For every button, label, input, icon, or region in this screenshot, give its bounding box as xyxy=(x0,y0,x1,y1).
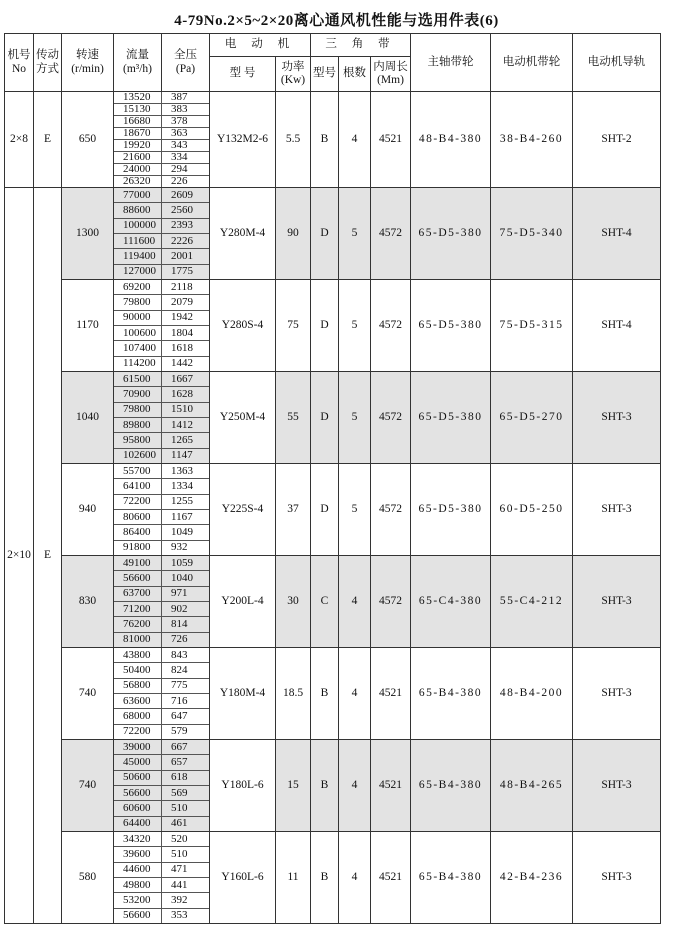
pressure-value: 1942 xyxy=(162,310,210,325)
motor-model-cell: Y180M-4 xyxy=(210,648,276,740)
pressure-value: 1147 xyxy=(162,448,210,463)
flow-pressure-row xyxy=(114,387,209,402)
flow-pressure-row xyxy=(114,92,209,104)
pressure-value: 775 xyxy=(162,678,210,693)
flow-pressure-row xyxy=(114,785,209,800)
pressure-value: 387 xyxy=(162,92,210,104)
pressure-value: 441 xyxy=(162,877,210,892)
pressure-value: 1255 xyxy=(162,494,210,509)
flow-value: 24000 xyxy=(114,164,162,176)
flow-pressure-row xyxy=(114,176,209,188)
flow-pressure-cell xyxy=(114,740,210,832)
flow-pressure-row xyxy=(114,540,209,555)
motor-rail-cell: SHT-3 xyxy=(573,740,661,832)
motor-model-cell: Y250M-4 xyxy=(210,372,276,464)
belt-count-cell: 5 xyxy=(339,464,371,556)
flow-pressure-row xyxy=(114,877,209,892)
motor-model-cell: Y160L-6 xyxy=(210,832,276,924)
col-flow: 流量 (m³/h) xyxy=(114,34,162,92)
flow-value: 56800 xyxy=(114,678,162,693)
flow-pressure-row xyxy=(114,152,209,164)
flow-value: 56600 xyxy=(123,909,151,922)
motor-model-cell: Y200L-4 xyxy=(210,556,276,648)
main-pulley-cell: 65-D5-380 xyxy=(411,188,491,280)
belt-type-cell: D xyxy=(311,280,339,372)
pressure-value: 461 xyxy=(162,816,210,831)
flow-pressure-row xyxy=(114,448,209,463)
speed-cell: 740 xyxy=(62,740,114,832)
flow-value: 88600 xyxy=(114,203,162,218)
power-cell: 90 xyxy=(276,188,311,280)
flow-pressure-row xyxy=(114,601,209,616)
flow-value: 79800 xyxy=(114,402,162,417)
flow-value: 34320 xyxy=(114,832,162,847)
flow-pressure-row xyxy=(114,203,209,218)
pressure-value: 1618 xyxy=(162,341,210,356)
speed-cell: 580 xyxy=(62,832,114,924)
pressure-value: 657 xyxy=(162,755,210,770)
pressure-value: 1775 xyxy=(162,264,210,279)
motor-pulley-cell: 75-D5-340 xyxy=(491,188,573,280)
pressure-value: 569 xyxy=(162,785,210,800)
motor-rail-cell: SHT-4 xyxy=(573,280,661,372)
flow-value: 26320 xyxy=(123,175,151,187)
speed-cell: 940 xyxy=(62,464,114,556)
belt-count-cell: 5 xyxy=(339,372,371,464)
table-row xyxy=(5,556,661,648)
flow-pressure-row xyxy=(114,341,209,356)
flow-pressure-subtable xyxy=(114,280,209,371)
flow-pressure-row xyxy=(114,417,209,432)
flow-value: 119400 xyxy=(114,249,162,264)
pressure-value: 353 xyxy=(162,908,210,923)
flow-pressure-row xyxy=(114,556,209,571)
power-cell: 18.5 xyxy=(276,648,311,740)
flow-value: 50400 xyxy=(114,663,162,678)
flow-pressure-row xyxy=(114,372,209,387)
drive-cell: E xyxy=(34,188,62,924)
flow-value: 55700 xyxy=(114,464,162,479)
speed-cell: 650 xyxy=(62,92,114,188)
pressure-value: 1510 xyxy=(162,402,210,417)
table-row xyxy=(5,280,661,372)
main-pulley-cell: 65-D5-380 xyxy=(411,464,491,556)
flow-value: 19920 xyxy=(114,140,162,152)
belt-type-cell: D xyxy=(311,372,339,464)
belt-count-cell: 4 xyxy=(339,740,371,832)
pressure-value: 843 xyxy=(162,648,210,663)
table-row xyxy=(5,188,661,280)
flow-value: 72200 xyxy=(114,494,162,509)
motor-model-cell: Y280M-4 xyxy=(210,188,276,280)
flow-value: 44600 xyxy=(114,862,162,877)
belt-count-cell: 5 xyxy=(339,280,371,372)
flow-value: 69200 xyxy=(114,280,162,295)
flow-pressure-row xyxy=(114,218,209,233)
motor-model-cell: Y225S-4 xyxy=(210,464,276,556)
flow-pressure-row xyxy=(114,280,209,295)
pressure-value: 520 xyxy=(162,832,210,847)
belt-type-cell: D xyxy=(311,464,339,556)
flow-pressure-subtable xyxy=(114,648,209,739)
flow-value: 18670 xyxy=(114,128,162,140)
flow-pressure-row xyxy=(114,264,209,279)
col-group-motor: 电 动 机 xyxy=(210,34,311,57)
flow-value: 45000 xyxy=(114,755,162,770)
table-row xyxy=(5,464,661,556)
belt-count-cell: 5 xyxy=(339,188,371,280)
col-pressure: 全压 (Pa) xyxy=(162,34,210,92)
motor-rail-cell: SHT-2 xyxy=(573,92,661,188)
flow-pressure-row xyxy=(114,709,209,724)
table-body xyxy=(5,92,661,924)
flow-value: 72200 xyxy=(123,725,151,738)
machine-no-cell: 2×8 xyxy=(5,92,34,188)
col-power: 功率 (Kw) xyxy=(276,57,311,92)
motor-pulley-cell: 55-C4-212 xyxy=(491,556,573,648)
flow-pressure-row xyxy=(114,356,209,371)
belt-length-cell: 4521 xyxy=(371,740,411,832)
power-cell: 37 xyxy=(276,464,311,556)
table-row xyxy=(5,832,661,924)
main-pulley-cell: 65-B4-380 xyxy=(411,740,491,832)
flow-value: 56600 xyxy=(114,785,162,800)
flow-value: 91800 xyxy=(123,541,151,554)
belt-count-cell: 4 xyxy=(339,556,371,648)
selection-table xyxy=(4,33,661,924)
flow-pressure-subtable xyxy=(114,740,209,831)
speed-cell: 1170 xyxy=(62,280,114,372)
pressure-value: 2118 xyxy=(162,280,210,295)
flow-pressure-cell xyxy=(114,464,210,556)
flow-pressure-row xyxy=(114,479,209,494)
pressure-value: 392 xyxy=(162,893,210,908)
flow-pressure-row xyxy=(114,116,209,128)
flow-value: 15130 xyxy=(114,104,162,116)
flow-value: 61500 xyxy=(114,372,162,387)
belt-type-cell: D xyxy=(311,188,339,280)
flow-pressure-row xyxy=(114,494,209,509)
flow-pressure-row xyxy=(114,509,209,524)
flow-pressure-row xyxy=(114,770,209,785)
flow-pressure-row xyxy=(114,893,209,908)
motor-pulley-cell: 48-B4-200 xyxy=(491,648,573,740)
flow-value: 49800 xyxy=(114,877,162,892)
flow-pressure-row xyxy=(114,663,209,678)
main-pulley-cell: 48-B4-380 xyxy=(411,92,491,188)
col-motor-rail: 电动机导轨 xyxy=(573,34,661,92)
belt-length-cell: 4521 xyxy=(371,832,411,924)
flow-pressure-row xyxy=(114,678,209,693)
pressure-value: 824 xyxy=(162,663,210,678)
pressure-value: 1804 xyxy=(162,325,210,340)
pressure-value: 579 xyxy=(162,724,210,739)
flow-pressure-row xyxy=(114,249,209,264)
flow-value: 81000 xyxy=(123,633,151,646)
flow-pressure-row xyxy=(114,724,209,739)
flow-value: 89800 xyxy=(114,417,162,432)
col-drive: 传动 方式 xyxy=(34,34,62,92)
flow-pressure-cell xyxy=(114,280,210,372)
flow-value: 114200 xyxy=(123,357,156,370)
flow-pressure-row xyxy=(114,816,209,831)
pressure-value: 2609 xyxy=(162,188,210,203)
pressure-value: 334 xyxy=(162,152,210,164)
flow-pressure-row xyxy=(114,464,209,479)
motor-rail-cell: SHT-3 xyxy=(573,464,661,556)
belt-type-cell: B xyxy=(311,832,339,924)
pressure-value: 2393 xyxy=(162,218,210,233)
motor-pulley-cell: 75-D5-315 xyxy=(491,280,573,372)
belt-count-cell: 4 xyxy=(339,832,371,924)
flow-value: 49100 xyxy=(114,556,162,571)
pressure-value: 932 xyxy=(162,540,210,555)
flow-value: 68000 xyxy=(114,709,162,724)
flow-pressure-row xyxy=(114,402,209,417)
flow-pressure-subtable xyxy=(114,92,209,187)
flow-pressure-row xyxy=(114,586,209,601)
flow-value: 107400 xyxy=(114,341,162,356)
flow-value: 50600 xyxy=(114,770,162,785)
flow-pressure-row xyxy=(114,325,209,340)
belt-length-cell: 4572 xyxy=(371,280,411,372)
flow-pressure-row xyxy=(114,648,209,663)
pressure-value: 667 xyxy=(162,740,210,755)
belt-type-cell: B xyxy=(311,92,339,188)
main-pulley-cell: 65-D5-380 xyxy=(411,280,491,372)
pressure-value: 2226 xyxy=(162,233,210,248)
flow-value: 77000 xyxy=(114,188,162,203)
pressure-value: 1667 xyxy=(162,372,210,387)
pressure-value: 647 xyxy=(162,709,210,724)
power-cell: 11 xyxy=(276,832,311,924)
header-row-1 xyxy=(5,34,661,57)
belt-count-cell: 4 xyxy=(339,92,371,188)
main-pulley-cell: 65-B4-380 xyxy=(411,832,491,924)
flow-pressure-row xyxy=(114,188,209,203)
col-belt-count: 根数 xyxy=(339,57,371,92)
flow-pressure-row xyxy=(114,632,209,647)
pressure-value: 1363 xyxy=(162,464,210,479)
flow-value: 76200 xyxy=(114,617,162,632)
flow-pressure-cell xyxy=(114,648,210,740)
col-group-belt: 三 角 带 xyxy=(311,34,411,57)
motor-rail-cell: SHT-4 xyxy=(573,188,661,280)
pressure-value: 971 xyxy=(162,586,210,601)
flow-value: 95800 xyxy=(114,433,162,448)
col-main-pulley: 主轴带轮 xyxy=(411,34,491,92)
table-row xyxy=(5,372,661,464)
pressure-value: 1049 xyxy=(162,525,210,540)
flow-pressure-row xyxy=(114,617,209,632)
flow-value: 100600 xyxy=(114,325,162,340)
flow-pressure-row xyxy=(114,164,209,176)
flow-value: 53200 xyxy=(114,893,162,908)
flow-pressure-row xyxy=(114,908,209,923)
pressure-value: 294 xyxy=(162,164,210,176)
speed-cell: 1300 xyxy=(62,188,114,280)
pressure-value: 343 xyxy=(162,140,210,152)
motor-rail-cell: SHT-3 xyxy=(573,372,661,464)
flow-pressure-subtable xyxy=(114,372,209,463)
flow-value: 86400 xyxy=(114,525,162,540)
motor-pulley-cell: 42-B4-236 xyxy=(491,832,573,924)
pressure-value: 814 xyxy=(162,617,210,632)
flow-value: 102600 xyxy=(123,449,156,462)
col-motor-pulley: 电动机带轮 xyxy=(491,34,573,92)
flow-pressure-row xyxy=(114,525,209,540)
pressure-value: 471 xyxy=(162,862,210,877)
belt-length-cell: 4572 xyxy=(371,556,411,648)
flow-value: 127000 xyxy=(123,265,156,278)
motor-rail-cell: SHT-3 xyxy=(573,832,661,924)
flow-value: 21600 xyxy=(114,152,162,164)
flow-value: 43800 xyxy=(114,648,162,663)
pressure-value: 1167 xyxy=(162,509,210,524)
motor-rail-cell: SHT-3 xyxy=(573,648,661,740)
pressure-value: 378 xyxy=(162,116,210,128)
motor-model-cell: Y280S-4 xyxy=(210,280,276,372)
flow-value: 60600 xyxy=(114,801,162,816)
power-cell: 5.5 xyxy=(276,92,311,188)
flow-pressure-subtable xyxy=(114,832,209,923)
pressure-value: 1265 xyxy=(162,433,210,448)
flow-pressure-cell xyxy=(114,372,210,464)
col-speed: 转速 (r/min) xyxy=(62,34,114,92)
motor-pulley-cell: 65-D5-270 xyxy=(491,372,573,464)
col-belt-type: 型号 xyxy=(311,57,339,92)
belt-count-cell: 4 xyxy=(339,648,371,740)
speed-cell: 1040 xyxy=(62,372,114,464)
flow-pressure-row xyxy=(114,801,209,816)
speed-cell: 830 xyxy=(62,556,114,648)
belt-length-cell: 4572 xyxy=(371,188,411,280)
pressure-value: 2079 xyxy=(162,295,210,310)
flow-pressure-row xyxy=(114,104,209,116)
motor-rail-cell: SHT-3 xyxy=(573,556,661,648)
motor-model-cell: Y180L-6 xyxy=(210,740,276,832)
motor-pulley-cell: 38-B4-260 xyxy=(491,92,573,188)
flow-pressure-subtable xyxy=(114,556,209,647)
pressure-value: 716 xyxy=(162,693,210,708)
pressure-value: 510 xyxy=(162,801,210,816)
flow-value: 39600 xyxy=(114,847,162,862)
flow-pressure-cell xyxy=(114,832,210,924)
flow-value: 111600 xyxy=(114,233,162,248)
flow-value: 39000 xyxy=(114,740,162,755)
flow-value: 90000 xyxy=(114,310,162,325)
flow-value: 13520 xyxy=(114,92,162,104)
power-cell: 55 xyxy=(276,372,311,464)
motor-pulley-cell: 48-B4-265 xyxy=(491,740,573,832)
flow-pressure-cell xyxy=(114,556,210,648)
flow-pressure-row xyxy=(114,740,209,755)
flow-value: 64400 xyxy=(123,817,151,830)
table-row xyxy=(5,740,661,832)
pressure-value: 226 xyxy=(162,176,210,188)
pressure-value: 1442 xyxy=(162,356,210,371)
pressure-value: 902 xyxy=(162,601,210,616)
table-row xyxy=(5,92,661,188)
flow-value: 100000 xyxy=(114,218,162,233)
pressure-value: 618 xyxy=(162,770,210,785)
flow-pressure-row xyxy=(114,128,209,140)
machine-no-cell: 2×10 xyxy=(5,188,34,924)
flow-pressure-row xyxy=(114,433,209,448)
col-belt-length: 内周长 (Mm) xyxy=(371,57,411,92)
flow-pressure-cell xyxy=(114,188,210,280)
pressure-value: 2560 xyxy=(162,203,210,218)
flow-value: 70900 xyxy=(114,387,162,402)
flow-value: 56600 xyxy=(114,571,162,586)
flow-pressure-row xyxy=(114,847,209,862)
flow-pressure-row xyxy=(114,832,209,847)
main-pulley-cell: 65-D5-380 xyxy=(411,372,491,464)
belt-length-cell: 4521 xyxy=(371,92,411,188)
power-cell: 15 xyxy=(276,740,311,832)
pressure-value: 363 xyxy=(162,128,210,140)
flow-value: 71200 xyxy=(114,601,162,616)
main-pulley-cell: 65-B4-380 xyxy=(411,648,491,740)
pressure-value: 1334 xyxy=(162,479,210,494)
flow-pressure-cell xyxy=(114,92,210,188)
flow-pressure-subtable xyxy=(114,464,209,555)
flow-value: 64100 xyxy=(114,479,162,494)
pressure-value: 510 xyxy=(162,847,210,862)
flow-pressure-row xyxy=(114,755,209,770)
flow-pressure-row xyxy=(114,140,209,152)
drive-cell: E xyxy=(34,92,62,188)
pressure-value: 1040 xyxy=(162,571,210,586)
pressure-value: 1059 xyxy=(162,556,210,571)
page-title: 4-79No.2×5~2×20离心通风机性能与选用件表(6) xyxy=(174,13,499,29)
pressure-value: 2001 xyxy=(162,249,210,264)
flow-pressure-row xyxy=(114,233,209,248)
flow-value: 16680 xyxy=(114,116,162,128)
pressure-value: 383 xyxy=(162,104,210,116)
flow-value: 79800 xyxy=(114,295,162,310)
flow-value: 63700 xyxy=(114,586,162,601)
motor-pulley-cell: 60-D5-250 xyxy=(491,464,573,556)
flow-value: 63600 xyxy=(114,693,162,708)
belt-length-cell: 4572 xyxy=(371,464,411,556)
flow-value: 80600 xyxy=(114,509,162,524)
flow-pressure-row xyxy=(114,693,209,708)
belt-type-cell: B xyxy=(311,648,339,740)
pressure-value: 726 xyxy=(162,632,210,647)
flow-pressure-row xyxy=(114,862,209,877)
flow-pressure-subtable xyxy=(114,188,209,279)
power-cell: 30 xyxy=(276,556,311,648)
power-cell: 75 xyxy=(276,280,311,372)
main-pulley-cell: 65-C4-380 xyxy=(411,556,491,648)
pressure-value: 1412 xyxy=(162,417,210,432)
speed-cell: 740 xyxy=(62,648,114,740)
belt-type-cell: C xyxy=(311,556,339,648)
flow-pressure-row xyxy=(114,295,209,310)
col-machine-no: 机号 No xyxy=(5,34,34,92)
pressure-value: 1628 xyxy=(162,387,210,402)
flow-pressure-row xyxy=(114,310,209,325)
belt-type-cell: B xyxy=(311,740,339,832)
flow-pressure-row xyxy=(114,571,209,586)
col-motor-model: 型 号 xyxy=(210,57,276,92)
table-row xyxy=(5,648,661,740)
motor-model-cell: Y132M2-6 xyxy=(210,92,276,188)
belt-length-cell: 4572 xyxy=(371,372,411,464)
belt-length-cell: 4521 xyxy=(371,648,411,740)
